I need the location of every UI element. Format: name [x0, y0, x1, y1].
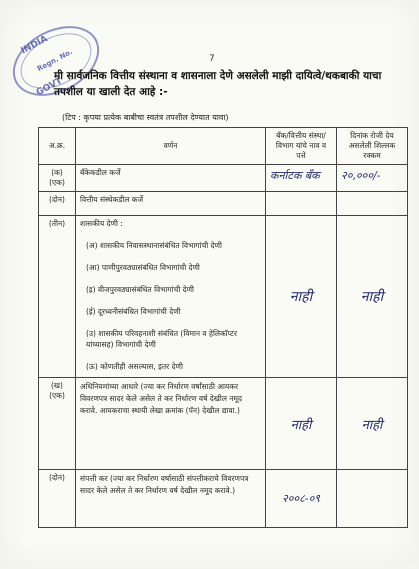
list-item: (ऊ) कोणतीही असल्यास, इतर देणी — [86, 362, 183, 371]
row-serial: (दोन) — [39, 192, 76, 216]
page-number: 7 — [209, 54, 215, 64]
table-header-row — [39, 128, 408, 165]
header-serial: अ.क्र. — [39, 128, 76, 165]
header-institution: बँक/वित्तीय संस्था/ विभाग यांचे नाव व पत्ते — [266, 128, 337, 165]
document-page — [4, 2, 414, 564]
list-item: (आ) पाणीपुरवठ्यासंबंधित विभागांची देणी — [86, 263, 200, 272]
liabilities-table — [38, 127, 408, 528]
row-description: अधिनियमांच्या आधारे (ज्या कर निर्धारण वर्षांसाठी आयकर विवरणपत्र सादर केले असेल ते कर निर्धारण वर्ष देखील नमूद करावे. आयकराचा स्थायी लेखा क्रमांक (पॅन) देखील द्यावा.) — [76, 378, 266, 470]
section-heading: मी सार्वजनिक वित्तीय संस्थाना व शासनाला देणे असलेली माझी दायित्वे/थकबाकी याचा तपशील या खाली देत आहे :- — [54, 70, 382, 98]
table-row — [39, 378, 408, 470]
row-description: संपत्ती कर (ज्या कर निर्धारण वर्षासाठी संपत्तीकराचे विवरणपत्र सादर केले असेल ते कर निर्धारण वर्ष देखील नमूद करावे.) — [76, 470, 266, 528]
table-row — [39, 192, 408, 216]
handwritten-none: नाही — [290, 417, 312, 433]
list-item: (उ) शासकीय परिवहनाशी संबंधित (विमान व हेलिकॉप्टर यांच्यासह) विभागांची देणी — [86, 329, 237, 349]
row-serial: (तीन) — [39, 216, 76, 378]
handwritten-bank-name: कर्नाटक बँक — [270, 169, 320, 182]
handwritten-amount: २०,०००/- — [341, 169, 381, 182]
handwritten-none: नाही — [289, 289, 313, 305]
seal-text-top: INDIA — [19, 34, 50, 57]
row-institution-empty — [266, 192, 337, 216]
header-description: वर्णन — [76, 128, 266, 165]
seal-text-bottom: GOVT — [34, 76, 65, 99]
list-item: (अ) शासकीय निवासस्थानासंबंधित विभागांची देणी — [86, 241, 222, 250]
row-serial: (ख) (एक) — [39, 378, 76, 470]
list-item: (ई) दूरध्वनीसंबंधित विभागांची देणी — [86, 307, 181, 316]
handwritten-year: २००८-०९ — [281, 492, 321, 505]
list-item: (इ) वीजपुरवठ्यासंबंधित विभागांची देणी — [86, 285, 194, 294]
row-description: शासकीय देणी : — [80, 219, 123, 228]
row-description: बँकेकडील कर्जे — [76, 165, 266, 192]
handwritten-none: नाही — [360, 289, 384, 305]
table-row — [39, 165, 408, 192]
table-row — [39, 470, 408, 528]
row-amount-empty — [337, 192, 408, 216]
header-amount: दिनांक रोजी देय असलेली शिल्लक रक्कम — [337, 128, 408, 165]
seal-text-middle: Regn. No. — [35, 47, 74, 74]
table-row — [39, 216, 408, 378]
row-serial: (क) (एक) — [39, 165, 76, 192]
row-amount-empty — [337, 470, 408, 528]
instruction-note: (टिप : कृपया प्रत्येक बाबीचा स्वतंत्र तपशील देण्यात यावा) — [62, 113, 229, 122]
row-serial: (दोन) — [39, 470, 76, 528]
row-description: वित्तीय संस्थेकडील कर्जे — [76, 192, 266, 216]
handwritten-none: नाही — [361, 417, 383, 433]
